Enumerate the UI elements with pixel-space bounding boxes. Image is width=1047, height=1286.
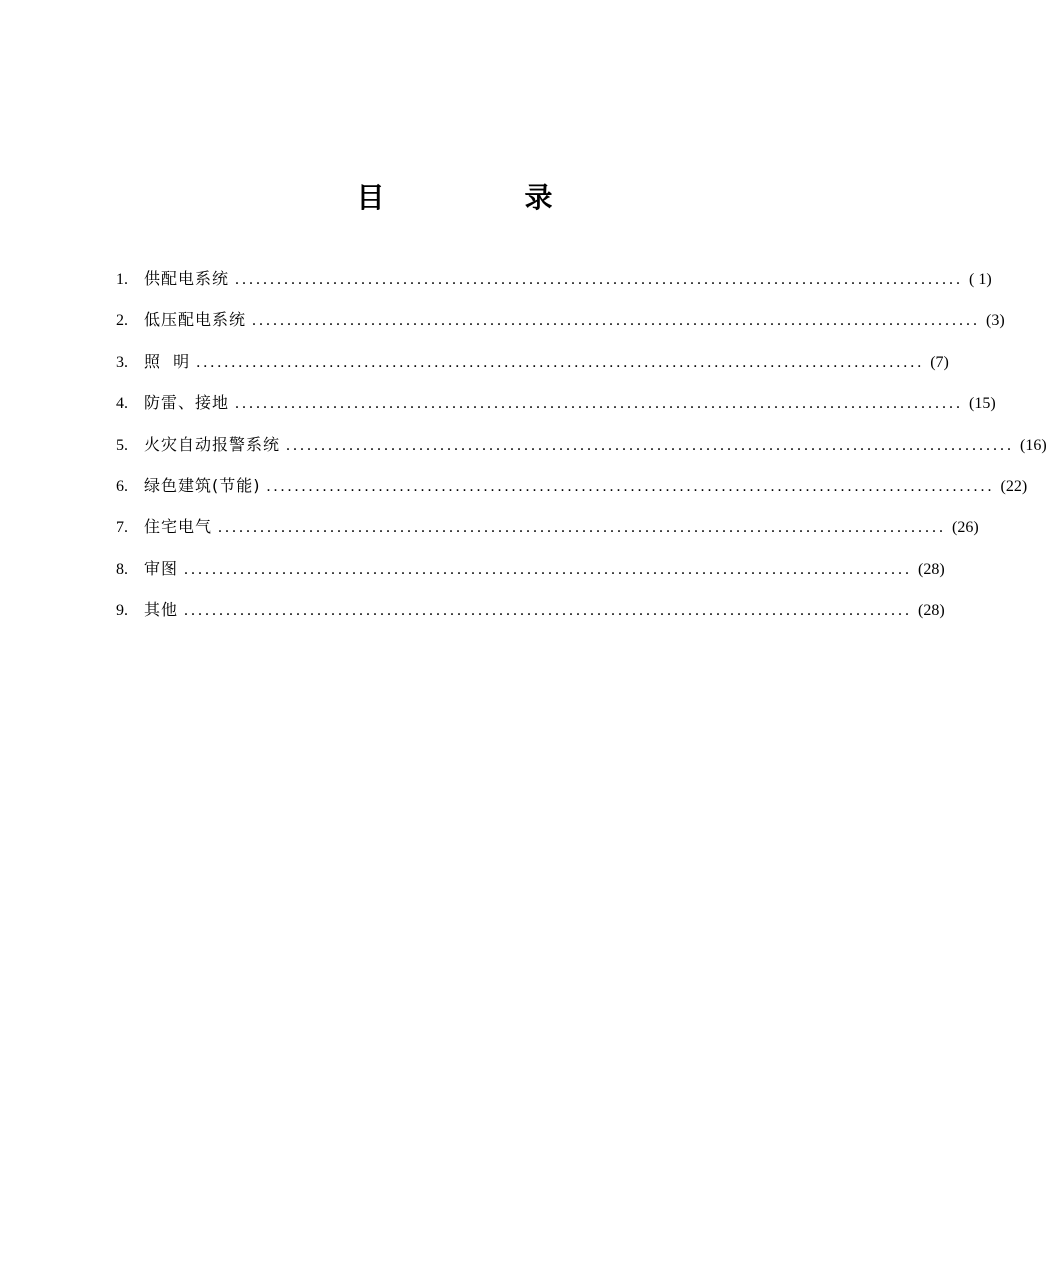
- toc-entry-title: 照 明: [144, 351, 191, 371]
- toc-entry-title: 住宅电气: [144, 517, 213, 537]
- table-of-contents: [116, 266, 1047, 639]
- toc-entry-number: 4.: [116, 395, 128, 413]
- toc-entry-number: 6.: [116, 477, 128, 495]
- toc-entry-title: 其他: [144, 600, 179, 620]
- toc-entry-title: 审图: [144, 558, 179, 578]
- toc-entry-2: [116, 307, 1005, 348]
- toc-entry-number: 1.: [116, 271, 128, 288]
- toc-entry-title: 火灾自动报警系统: [144, 434, 281, 454]
- toc-entry-number: 3.: [116, 353, 128, 371]
- toc-entry-page: (28): [918, 560, 945, 578]
- toc-entry-9: [116, 597, 945, 638]
- toc-entry-4: [116, 390, 996, 431]
- toc-dot-leader: ........................................................................................................: [196, 353, 925, 371]
- toc-entry-page: ( 1): [969, 271, 992, 288]
- toc-dot-leader: ........................................................................................................: [218, 519, 947, 537]
- toc-entry-title: 低压配电系统: [144, 310, 247, 330]
- toc-entry-1: [116, 266, 992, 307]
- toc-entry-page: (3): [986, 312, 1005, 330]
- toc-entry-page: (22): [1000, 477, 1028, 495]
- toc-entry-page: (16): [1020, 436, 1047, 454]
- toc-entry-title: 绿色建筑(节能): [144, 475, 261, 495]
- toc-entry-3: [116, 349, 949, 390]
- toc-entry-6: [116, 473, 1028, 514]
- toc-entry-number: 9.: [116, 602, 128, 620]
- toc-entry-title: 供配电系统: [144, 269, 230, 288]
- toc-entry-page: (15): [969, 395, 996, 413]
- toc-entry-5: [116, 432, 1047, 473]
- toc-entry-number: 7.: [116, 519, 128, 537]
- toc-dot-leader: ........................................................................................................: [286, 436, 1015, 454]
- toc-entry-page: (28): [918, 602, 945, 620]
- toc-dot-leader: ........................................................................................................: [184, 602, 913, 620]
- toc-dot-leader: ........................................................................................................: [235, 271, 964, 288]
- toc-dot-leader: ........................................................................................................: [184, 560, 913, 578]
- page-title: 目 录: [356, 181, 609, 214]
- toc-entry-title: 防雷、接地: [144, 393, 230, 413]
- toc-entry-number: 2.: [116, 312, 128, 330]
- toc-entry-7: [116, 514, 979, 555]
- toc-dot-leader: ........................................................................................................: [266, 477, 995, 495]
- toc-entry-page: (26): [952, 519, 979, 537]
- toc-dot-leader: ........................................................................................................: [252, 312, 981, 330]
- toc-entry-number: 5.: [116, 436, 128, 454]
- toc-entry-8: [116, 556, 945, 597]
- toc-dot-leader: ........................................................................................................: [235, 395, 964, 413]
- toc-entry-page: (7): [930, 353, 949, 371]
- toc-entry-number: 8.: [116, 560, 128, 578]
